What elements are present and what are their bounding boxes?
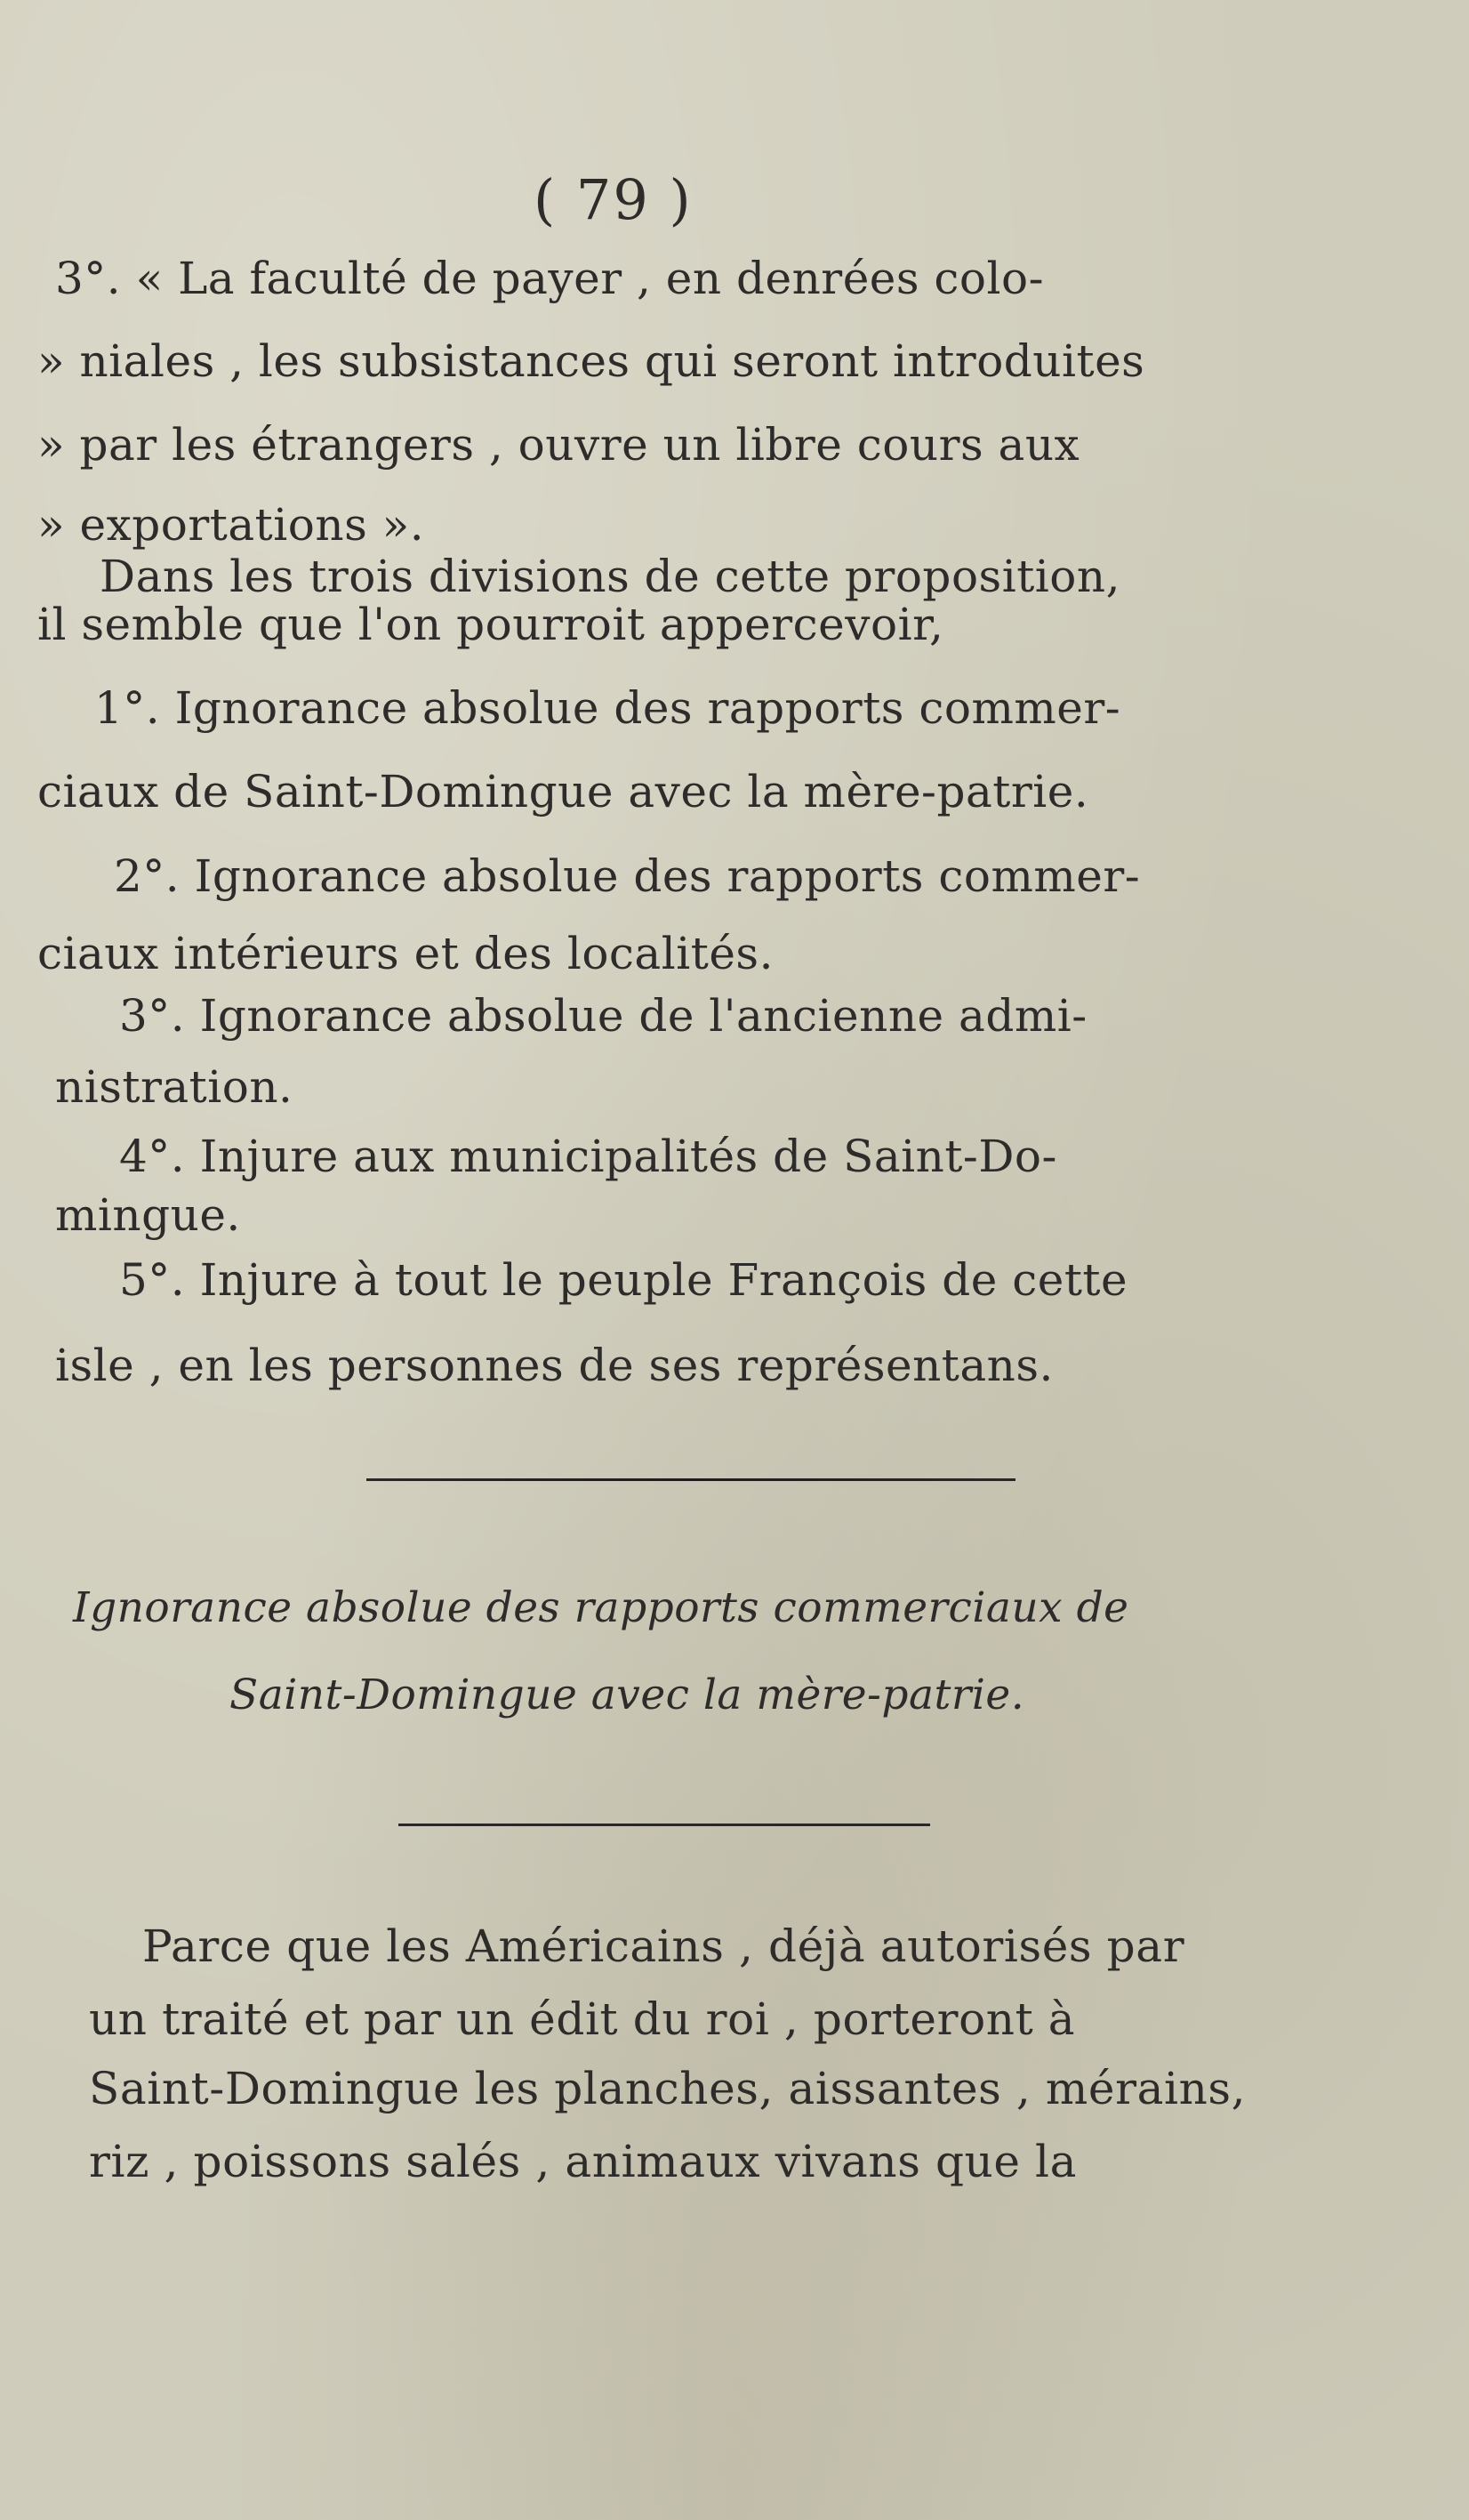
section-heading-line-2: Saint-Domingue avec la mère-patrie. [229,1671,1025,1719]
text-line: 5°. Injure à tout le peuple François de cette [119,1254,1128,1306]
body-text-line: riz , poissons salés , animaux vivans que la [89,2136,1078,2187]
text-line: » par les étrangers , ouvre un libre cours aux [37,419,1080,471]
body-text-line: Saint-Domingue les planches, aissantes , mérains, [89,2063,1247,2114]
section-heading-line-1: Ignorance absolue des rapports commerciaux de [73,1583,1129,1632]
text-line: ciaux de Saint-Domingue avec la mère-patrie. [37,766,1089,817]
text-line: ciaux intérieurs et des localités. [37,928,774,979]
text-line: nistration. [55,1061,293,1113]
separator-rule [398,1824,930,1826]
text-line: » exportations ». [37,499,425,551]
text-line: 3°. Ignorance absolue de l'ancienne admi- [119,990,1088,1042]
body-text-line: un traité et par un édit du roi , porteront à [89,1993,1076,2045]
text-line: » niales , les subsistances qui seront introduites [37,335,1145,387]
page-number: ( 79 ) [534,167,693,232]
text-line: 1°. Ignorance absolue des rapports commer- [94,682,1121,734]
text-line: 4°. Injure aux municipalités de Saint-Do- [119,1131,1057,1182]
separator-rule [366,1478,1015,1481]
body-text-line: Parce que les Américains , déjà autorisés par [142,1920,1185,1972]
text-line: isle , en les personnes de ses représentans. [55,1340,1054,1391]
text-line: il semble que l'on pourroit appercevoir, [37,599,944,650]
text-line: 3°. « La faculté de payer , en denrées colo- [55,253,1045,304]
text-line: 2°. Ignorance absolue des rapports commer- [114,850,1141,902]
text-line: Dans les trois divisions de cette proposition, [100,551,1120,602]
text-line: mingue. [55,1189,241,1241]
